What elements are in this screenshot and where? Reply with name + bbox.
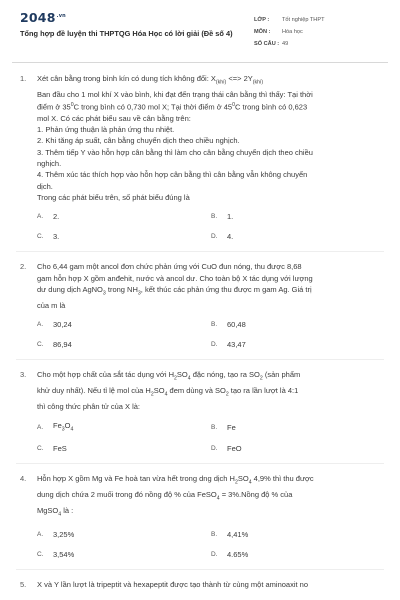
option-letter: A. xyxy=(37,213,44,221)
question-line: khử duy nhất). Nếu tỉ lệ mol của $H_2SO_4$ đem dùng và $SO_2$ tạo ra lần lượt là 4:1 xyxy=(37,385,299,398)
question-text xyxy=(37,473,384,520)
meta-row xyxy=(254,26,384,38)
answer-option[interactable] xyxy=(37,340,211,350)
option-text: $Fe_3O_4$ xyxy=(53,420,74,433)
question-number: 2. xyxy=(20,262,27,272)
question-line: Xét cân bằng trong bình kín có dung tích không đổi: $X_{(khí)}$ <=> $2Y_{(khí)}$ xyxy=(37,74,264,86)
question-item xyxy=(16,579,384,590)
answer-option[interactable] xyxy=(37,232,211,242)
answer-option[interactable] xyxy=(211,444,384,454)
option-letter: B. xyxy=(211,423,218,431)
answer-options xyxy=(37,421,384,455)
meta-value: Hóa học xyxy=(282,29,303,35)
question-divider xyxy=(16,569,384,570)
question-divider xyxy=(16,359,384,360)
option-letter: B. xyxy=(211,213,218,221)
question-line: dung dịch chứa 2 muối trong đó nồng độ % của FeSO$_4$ = 3%.Nồng độ % của xyxy=(37,490,293,502)
option-text: 3,25% xyxy=(53,529,75,539)
answer-option[interactable] xyxy=(211,212,384,222)
meta-value: Tốt nghiệp THPT xyxy=(282,17,325,23)
question-body xyxy=(37,579,384,590)
answer-option[interactable] xyxy=(211,421,384,435)
question-number: 1. xyxy=(20,74,27,83)
option-text: 60,48 xyxy=(227,319,246,329)
question-line: 1. Phản ứng thuận là phản ứng thu nhiệt. xyxy=(37,125,175,135)
question-item xyxy=(16,473,384,559)
question-text xyxy=(37,73,384,203)
option-letter: D. xyxy=(211,445,218,453)
question-number: 4. xyxy=(20,474,27,484)
answer-option[interactable] xyxy=(37,530,211,540)
option-text: 30,24 xyxy=(53,319,72,329)
question-body xyxy=(37,369,384,454)
option-text: 1. xyxy=(227,212,234,222)
question-line: dịch. xyxy=(37,181,53,191)
answer-options xyxy=(37,320,384,350)
answer-option[interactable] xyxy=(37,212,211,222)
question-item xyxy=(16,261,384,350)
meta-key: MÔN : xyxy=(254,29,271,35)
question-line: Trong các phát biểu trên, số phát biểu đúng là xyxy=(37,192,190,202)
option-letter: B. xyxy=(211,530,218,538)
answer-option[interactable] xyxy=(37,421,211,435)
option-letter: B. xyxy=(211,320,218,328)
option-letter: A. xyxy=(37,530,44,538)
question-item xyxy=(16,369,384,454)
document-title: Tổng hợp đề luyện thi THPTQG Hóa Học có lời giải (Đề số 4) xyxy=(20,29,233,38)
option-text: 3,54% xyxy=(53,549,75,559)
question-line: nghịch. xyxy=(37,159,62,169)
question-divider xyxy=(16,251,384,252)
option-text: Fe xyxy=(227,422,236,432)
page-header xyxy=(0,0,400,62)
question-line: 4. Thêm xúc tác thích hợp vào hỗn hợp cân bằng thì cân bằng vẫn không chuyển xyxy=(37,170,308,180)
question-text xyxy=(37,579,384,590)
question-line: Hỗn hợp X gồm Mg và Fe hoà tan vừa hết trong dng dịch $H_2SO_4$ 4,9% thì thu được xyxy=(37,474,314,486)
question-number: 5. xyxy=(20,579,27,589)
question-line: X và Y lần lượt là tripeptit và hexapeptit được tạo thành từ cùng một aminoaxit no xyxy=(37,579,309,589)
question-line: mol X. Có các phát biểu sau về cân bằng trên: xyxy=(37,113,191,123)
meta-key: SỐ CÂU : xyxy=(254,41,280,47)
answer-option[interactable] xyxy=(211,320,384,330)
option-text: 43,47 xyxy=(227,339,246,349)
question-line: dư dung dịch AgNO$_3$ trong $NH_3$, kết thúc các phản ứng thu được m gam Ag. Giá trị xyxy=(37,284,312,297)
option-letter: C. xyxy=(37,445,44,453)
logo-text: 2048 xyxy=(20,10,56,25)
answer-option[interactable] xyxy=(37,320,211,330)
question-divider xyxy=(16,463,384,464)
meta-value: 49 xyxy=(282,41,289,47)
question-line: Cho một hợp chất của sắt tác dụng với $H_2SO_4$ đặc nóng, tạo ra $SO_2$ (sản phẩm xyxy=(37,369,301,382)
question-line: Cho 6,44 gam một ancol đơn chức phản ứng với CuO đun nóng, thu được 8,68 xyxy=(37,262,302,272)
answer-option[interactable] xyxy=(211,340,384,350)
question-line: gam hỗn hợp X gồm anđehit, nước và ancol dư. Cho toàn bộ X tác dụng với lượng xyxy=(37,273,313,283)
question-line: 2. Khi tăng áp suất, cân bằng chuyển dịch theo chiều nghịch. xyxy=(37,136,240,146)
logo-suffix: .vn xyxy=(56,12,66,19)
option-text: 2. xyxy=(53,212,60,222)
option-text: FeO xyxy=(227,444,242,454)
question-list xyxy=(0,63,400,590)
question-line: Ban đầu cho 1 mol khí X vào bình, khi đạt đến trạng thái cân bằng thì thấy: Tại thời xyxy=(37,89,313,99)
option-text: 3. xyxy=(53,232,60,242)
meta-row xyxy=(254,14,384,26)
option-letter: C. xyxy=(37,233,44,241)
question-item xyxy=(16,73,384,242)
question-text xyxy=(37,369,384,412)
answer-option[interactable] xyxy=(211,550,384,560)
meta-key: LỚP : xyxy=(254,17,270,23)
answer-options xyxy=(37,530,384,560)
option-letter: D. xyxy=(211,550,218,558)
option-text: 4. xyxy=(227,232,234,242)
option-letter: D. xyxy=(211,340,218,348)
option-letter: C. xyxy=(37,550,44,558)
question-body xyxy=(37,473,384,559)
option-text: 4,41% xyxy=(227,529,249,539)
question-line: 3. Thêm tiếp Y vào hỗn hợp cân bằng thì làm cho cân bằng chuyển dịch theo chiều xyxy=(37,147,313,157)
question-line: MgSO$_4$ là : xyxy=(37,505,74,518)
question-text xyxy=(37,261,384,311)
answer-option[interactable] xyxy=(211,530,384,540)
option-text: 86,94 xyxy=(53,339,72,349)
question-line: của m là xyxy=(37,300,66,310)
option-letter: D. xyxy=(211,233,218,241)
question-line: thì công thức phân tử của X là: xyxy=(37,401,141,411)
answer-option[interactable] xyxy=(37,550,211,560)
answer-option[interactable] xyxy=(37,444,211,454)
question-number: 3. xyxy=(20,369,27,379)
question-line: điểm ở $35^0C$ trong bình có 0,730 mol X; Tại thời điểm ở $45^0C$ trong bình có 0,623 xyxy=(37,102,308,112)
question-body xyxy=(37,73,384,242)
option-text: FeS xyxy=(53,444,67,454)
question-body xyxy=(37,261,384,350)
option-letter: A. xyxy=(37,423,44,431)
document-meta xyxy=(254,14,384,50)
option-text: 4.65% xyxy=(227,549,249,559)
answer-options xyxy=(37,212,384,242)
answer-option[interactable] xyxy=(211,232,384,242)
meta-row xyxy=(254,38,384,50)
option-letter: A. xyxy=(37,320,44,328)
option-letter: C. xyxy=(37,340,44,348)
